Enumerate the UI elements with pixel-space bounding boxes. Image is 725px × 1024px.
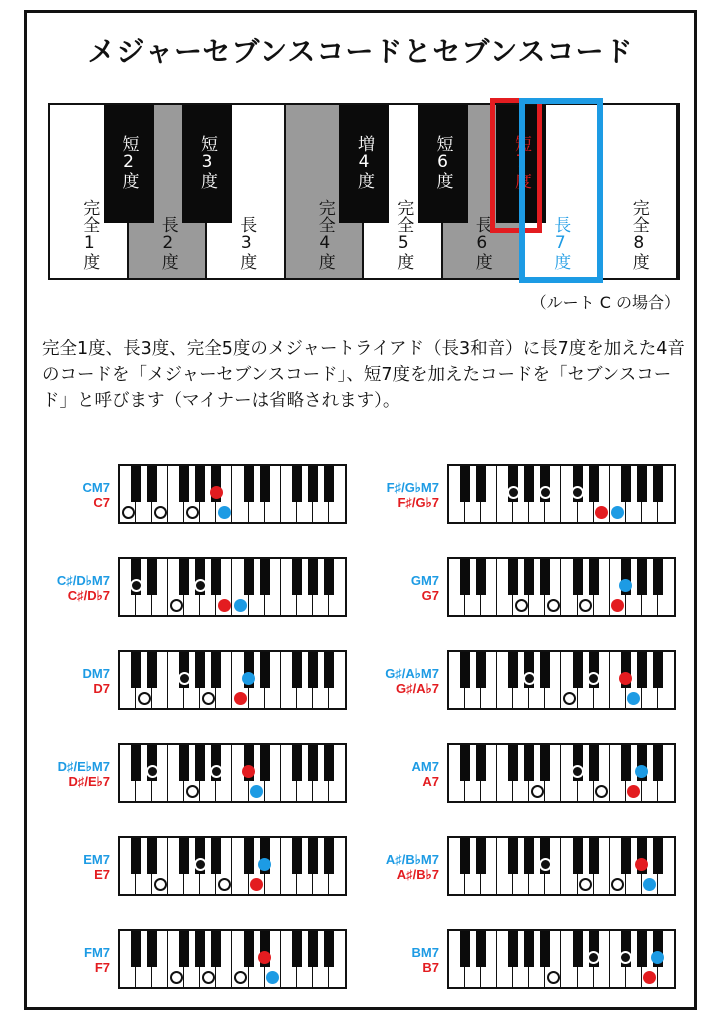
minor-seventh-dot xyxy=(210,486,223,499)
black-key xyxy=(573,559,583,595)
chord-keyboard xyxy=(118,557,347,617)
major-seventh-dot xyxy=(218,506,231,519)
black-key xyxy=(524,466,534,502)
chord-keyboard xyxy=(447,650,676,710)
black-key xyxy=(524,745,534,781)
third-note-dot xyxy=(186,785,199,798)
black-key xyxy=(131,745,141,781)
seventh-name: E7 xyxy=(94,867,110,882)
seventh-name: B7 xyxy=(422,960,439,975)
black-key xyxy=(308,559,318,595)
major-seventh-name: CM7 xyxy=(82,480,110,495)
black-key xyxy=(195,745,205,781)
black-key xyxy=(147,838,157,874)
chord-keyboard xyxy=(118,929,347,989)
black-key xyxy=(244,838,254,874)
root-note-dot xyxy=(138,692,151,705)
black-key xyxy=(508,931,518,967)
black-key xyxy=(179,931,189,967)
major-seventh-name: D♯/E♭M7 xyxy=(57,759,110,774)
black-key xyxy=(324,559,334,595)
black-key xyxy=(147,931,157,967)
chord-keyboard xyxy=(118,836,347,896)
chord-label xyxy=(8,759,110,789)
black-key xyxy=(308,745,318,781)
seventh-name: F7 xyxy=(94,960,110,975)
root-note-dot xyxy=(539,858,552,871)
black-key xyxy=(637,466,647,502)
black-key xyxy=(308,838,318,874)
page-title: メジャーセブンスコードとセブンスコード xyxy=(87,35,634,68)
fifth-note-dot xyxy=(571,486,584,499)
black-key xyxy=(573,652,583,688)
black-key xyxy=(476,466,486,502)
black-key xyxy=(211,652,221,688)
black-key xyxy=(244,466,254,502)
root-note-dot xyxy=(122,506,135,519)
major-seventh-name: F♯/G♭M7 xyxy=(386,480,439,495)
third-note-dot xyxy=(547,599,560,612)
chord-label xyxy=(337,573,439,603)
seventh-name: D7 xyxy=(93,681,110,696)
black-key xyxy=(476,745,486,781)
seventh-name: A7 xyxy=(422,774,439,789)
black-key xyxy=(260,559,270,595)
black-key xyxy=(524,559,534,595)
black-key xyxy=(131,466,141,502)
black-key xyxy=(653,838,663,874)
black-key xyxy=(476,652,486,688)
black-key xyxy=(589,559,599,595)
black-key xyxy=(460,745,470,781)
black-key xyxy=(324,838,334,874)
black-key xyxy=(589,745,599,781)
black-key xyxy=(308,466,318,502)
third-note-dot xyxy=(170,599,183,612)
black-key xyxy=(460,652,470,688)
minor-seventh-dot xyxy=(234,692,247,705)
interval-keyboard-caption: （ルート C の場合） xyxy=(530,293,680,312)
chord-keyboard xyxy=(118,464,347,524)
interval-black-key xyxy=(104,105,154,223)
third-note-dot xyxy=(202,971,215,984)
major-seventh-name: G♯/A♭M7 xyxy=(385,666,439,681)
chord-label xyxy=(337,480,439,510)
black-key xyxy=(460,559,470,595)
black-key xyxy=(637,931,647,967)
black-key xyxy=(460,466,470,502)
description-text: 完全1度、長3度、完全5度のメジャートライアド（長3和音）に長7度を加えた4音のコードを「メジャーセブンスコード」、短7度を加えたコードを「セブンスコード」と呼びます（マイナーは省略されます）。 xyxy=(42,339,685,411)
black-key xyxy=(508,559,518,595)
chord-label xyxy=(337,666,439,696)
chord-keyboard xyxy=(447,836,676,896)
black-key xyxy=(260,652,270,688)
chord-label xyxy=(8,852,110,882)
fifth-note-dot xyxy=(234,971,247,984)
black-key xyxy=(292,559,302,595)
root-note-dot xyxy=(154,878,167,891)
black-key xyxy=(131,652,141,688)
fifth-note-dot xyxy=(579,599,592,612)
chord-label xyxy=(8,480,110,510)
major-seventh-dot xyxy=(250,785,263,798)
chord-label xyxy=(8,945,110,975)
root-note-dot xyxy=(515,599,528,612)
third-note-dot xyxy=(154,506,167,519)
major-seventh-name: DM7 xyxy=(82,666,110,681)
interval-label: 長6度 xyxy=(471,216,492,270)
chord-label xyxy=(337,852,439,882)
black-key xyxy=(540,931,550,967)
black-key xyxy=(292,466,302,502)
third-note-dot xyxy=(178,672,191,685)
black-key xyxy=(508,745,518,781)
black-key xyxy=(621,466,631,502)
chord-label xyxy=(8,573,110,603)
black-key xyxy=(308,652,318,688)
interval-label: 完全5度 xyxy=(393,199,414,270)
root-note-dot xyxy=(507,486,520,499)
chord-keyboard xyxy=(118,743,347,803)
interval-label: 長3度 xyxy=(236,216,257,270)
seventh-name: C♯/D♭7 xyxy=(67,588,110,603)
root-note-dot xyxy=(531,785,544,798)
chord-label xyxy=(8,666,110,696)
black-key xyxy=(211,838,221,874)
black-key xyxy=(524,838,534,874)
black-key xyxy=(211,931,221,967)
black-key xyxy=(621,838,631,874)
chord-keyboard xyxy=(447,929,676,989)
seventh-name: G♯/A♭7 xyxy=(396,681,439,696)
black-key xyxy=(244,931,254,967)
major-seventh-dot xyxy=(242,672,255,685)
interval-label: 短2度 xyxy=(118,135,139,189)
black-key xyxy=(179,838,189,874)
black-key xyxy=(131,838,141,874)
fifth-note-dot xyxy=(218,878,231,891)
seventh-name: D♯/E♭7 xyxy=(68,774,110,789)
black-key xyxy=(195,466,205,502)
black-key xyxy=(179,466,189,502)
third-note-dot xyxy=(194,858,207,871)
chord-keyboard xyxy=(447,743,676,803)
interval-black-key xyxy=(182,105,232,223)
major-seventh-dot xyxy=(234,599,247,612)
chord-label xyxy=(337,945,439,975)
major-seventh-name: GM7 xyxy=(410,573,439,588)
fifth-note-dot xyxy=(210,765,223,778)
black-key xyxy=(292,931,302,967)
black-key xyxy=(524,931,534,967)
black-key xyxy=(131,931,141,967)
black-key xyxy=(589,838,599,874)
major-seventh-name: EM7 xyxy=(83,852,110,867)
black-key xyxy=(324,931,334,967)
major-seventh-name: BM7 xyxy=(411,945,439,960)
black-key xyxy=(308,931,318,967)
black-key xyxy=(179,559,189,595)
black-key xyxy=(324,652,334,688)
interval-label: 増4度 xyxy=(354,135,374,189)
black-key xyxy=(540,652,550,688)
minor-seventh-dot xyxy=(242,765,255,778)
interval-label: 長2度 xyxy=(157,216,178,270)
black-key xyxy=(573,838,583,874)
seventh-name: A♯/B♭7 xyxy=(396,867,439,882)
black-key xyxy=(540,559,550,595)
chord-keyboard xyxy=(118,650,347,710)
interval-label: 完全4度 xyxy=(314,199,335,270)
major-seventh-name: A♯/B♭M7 xyxy=(385,852,439,867)
root-note-dot xyxy=(130,579,143,592)
black-key xyxy=(637,652,647,688)
third-note-dot xyxy=(571,765,584,778)
black-key xyxy=(476,931,486,967)
third-note-dot xyxy=(539,486,552,499)
interval-label: 短3度 xyxy=(197,135,217,189)
black-key xyxy=(653,559,663,595)
black-key xyxy=(653,745,663,781)
third-note-dot xyxy=(563,692,576,705)
major-seventh-name: C♯/D♭M7 xyxy=(56,573,110,588)
black-key xyxy=(211,559,221,595)
major-seventh-name: FM7 xyxy=(84,945,110,960)
black-key xyxy=(147,466,157,502)
black-key xyxy=(292,652,302,688)
black-key xyxy=(476,838,486,874)
black-key xyxy=(292,745,302,781)
interval-white-key xyxy=(600,105,679,278)
minor-seventh-dot xyxy=(250,878,263,891)
seventh-name: G7 xyxy=(421,588,439,603)
black-key xyxy=(244,559,254,595)
black-key xyxy=(460,931,470,967)
fifth-note-dot xyxy=(194,579,207,592)
black-key xyxy=(147,559,157,595)
seventh-name: F♯/G♭7 xyxy=(397,495,439,510)
black-key xyxy=(653,466,663,502)
black-key xyxy=(621,745,631,781)
interval-label: 完全1度 xyxy=(79,199,100,270)
interval-black-key xyxy=(418,105,468,223)
black-key xyxy=(324,745,334,781)
black-key xyxy=(540,745,550,781)
interval-black-key xyxy=(339,105,389,223)
interval-label: 完全8度 xyxy=(628,199,649,270)
black-key xyxy=(508,838,518,874)
major-7th-highlight xyxy=(519,98,603,283)
black-key xyxy=(260,466,270,502)
black-key xyxy=(324,466,334,502)
root-note-dot xyxy=(547,971,560,984)
black-key xyxy=(508,652,518,688)
interval-label: 短7度 xyxy=(511,135,531,189)
black-key xyxy=(292,838,302,874)
interval-label: 長7度 xyxy=(550,216,571,270)
interval-label: 短6度 xyxy=(432,135,453,189)
root-note-dot xyxy=(170,971,183,984)
seventh-name: C7 xyxy=(93,495,110,510)
black-key xyxy=(637,559,647,595)
minor-seventh-dot xyxy=(218,599,231,612)
root-note-dot xyxy=(523,672,536,685)
black-key xyxy=(653,652,663,688)
black-key xyxy=(476,559,486,595)
black-key xyxy=(589,466,599,502)
black-key xyxy=(260,745,270,781)
fifth-note-dot xyxy=(186,506,199,519)
chord-keyboard xyxy=(447,557,676,617)
chord-keyboard xyxy=(447,464,676,524)
black-key xyxy=(195,652,205,688)
black-key xyxy=(573,931,583,967)
black-key xyxy=(195,931,205,967)
fifth-note-dot xyxy=(202,692,215,705)
chord-label xyxy=(337,759,439,789)
black-key xyxy=(179,745,189,781)
black-key xyxy=(460,838,470,874)
black-key xyxy=(147,652,157,688)
major-seventh-name: AM7 xyxy=(411,759,439,774)
third-note-dot xyxy=(579,878,592,891)
root-note-dot xyxy=(146,765,159,778)
